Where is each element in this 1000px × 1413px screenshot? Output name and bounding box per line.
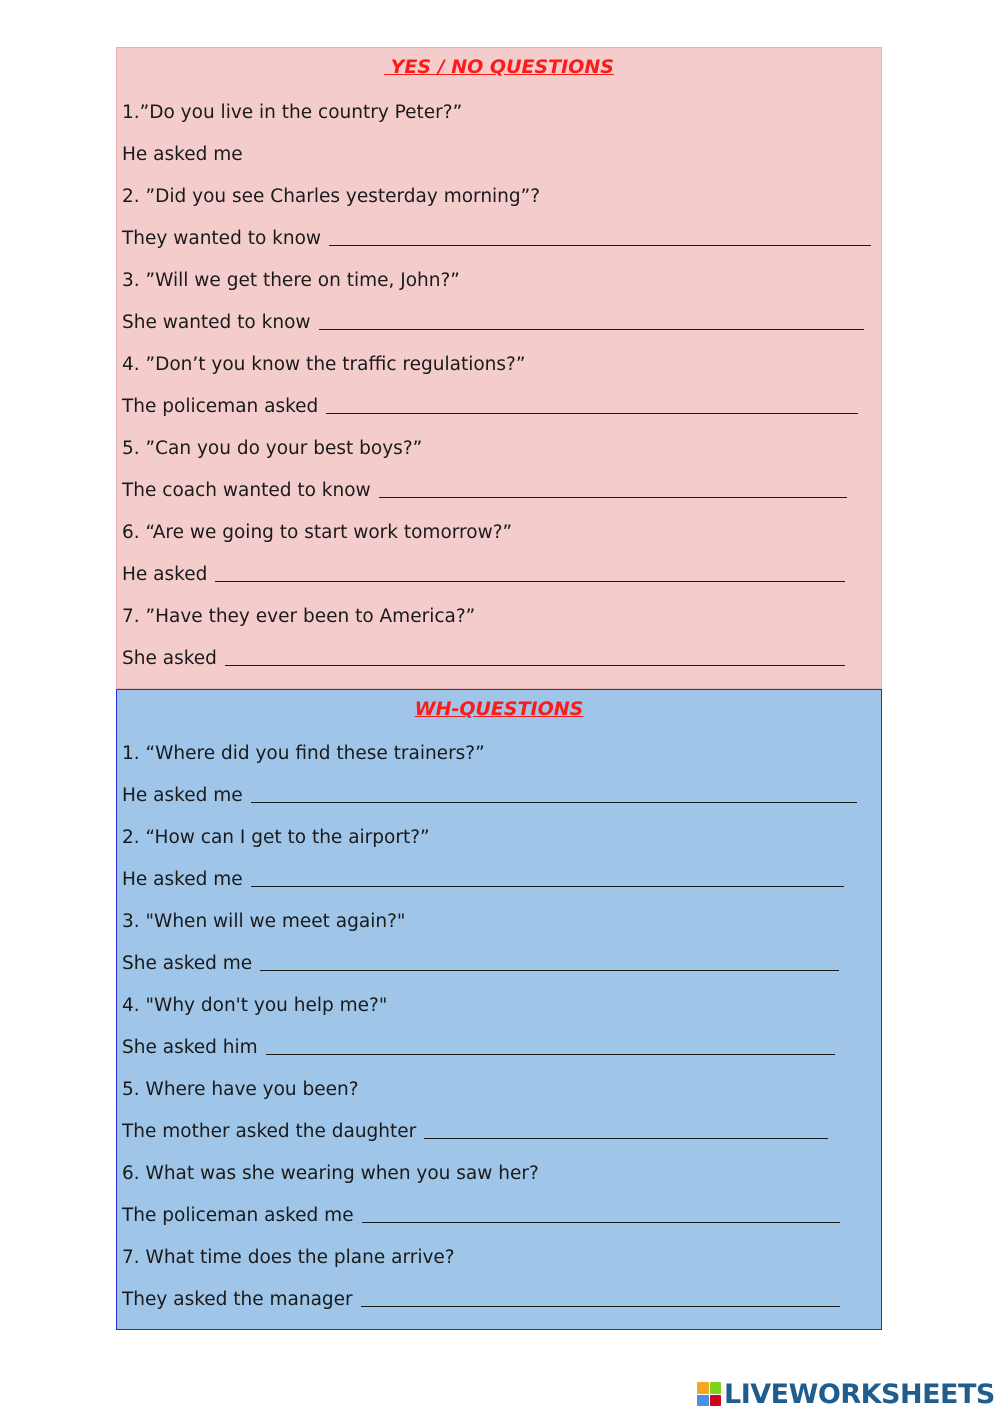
answer-item: The mother asked the daughter bbox=[122, 1114, 828, 1142]
question-item: 7. What time does the plane arrive? bbox=[122, 1247, 455, 1268]
question-item: 2. ”Did you see Charles yesterday morning”? bbox=[122, 186, 541, 207]
answer-blank[interactable] bbox=[251, 886, 844, 887]
answer-blank[interactable] bbox=[319, 329, 864, 330]
question-item: 1. “Where did you find these trainers?” bbox=[122, 743, 485, 764]
answer-item: She asked him bbox=[122, 1030, 835, 1058]
answer-item: She asked bbox=[122, 641, 845, 669]
brand-name: LIVEWORKSHEETS bbox=[724, 1378, 995, 1410]
question-item: 6. “Are we going to start work tomorrow?” bbox=[122, 522, 513, 543]
answer-blank[interactable] bbox=[361, 1306, 840, 1307]
answer-item: She wanted to know bbox=[122, 305, 864, 333]
question-item: 6. What was she wearing when you saw her? bbox=[122, 1163, 539, 1184]
answer-item: He asked me bbox=[122, 778, 857, 806]
answer-blank[interactable] bbox=[215, 581, 845, 582]
question-item: 5. ”Can you do your best boys?” bbox=[122, 438, 423, 459]
answer-item: The policeman asked bbox=[122, 389, 858, 417]
answer-item: He asked me bbox=[122, 862, 844, 890]
question-item: 3. ”Will we get there on time, John?” bbox=[122, 270, 460, 291]
answer-item: She asked me bbox=[122, 946, 839, 974]
answer-item: He asked bbox=[122, 557, 845, 585]
answer-blank[interactable] bbox=[260, 970, 839, 971]
answer-item: The coach wanted to know bbox=[122, 473, 847, 501]
liveworksheets-brand bbox=[697, 1378, 995, 1410]
question-item: 5. Where have you been? bbox=[122, 1079, 359, 1100]
question-item: 4. "Why don't you help me?" bbox=[122, 995, 388, 1016]
wh-questions-section bbox=[116, 689, 882, 1330]
answer-blank[interactable] bbox=[329, 245, 871, 246]
answer-item: They asked the manager bbox=[122, 1282, 840, 1310]
answer-item: They wanted to know bbox=[122, 221, 871, 249]
answer-blank[interactable] bbox=[362, 1222, 840, 1223]
answer-blank[interactable] bbox=[379, 497, 847, 498]
question-item: 2. “How can I get to the airport?” bbox=[122, 827, 430, 848]
answer-blank[interactable] bbox=[424, 1138, 828, 1139]
section-title: WH-QUESTIONS bbox=[414, 698, 584, 720]
question-item: 3. "When will we meet again?" bbox=[122, 911, 406, 932]
liveworksheets-logo-icon bbox=[697, 1382, 721, 1406]
answer-item: He asked me bbox=[122, 144, 243, 165]
answer-blank[interactable] bbox=[251, 802, 857, 803]
answer-blank[interactable] bbox=[266, 1054, 835, 1055]
yes-no-section bbox=[116, 47, 882, 689]
question-item: 7. ”Have they ever been to America?” bbox=[122, 606, 476, 627]
question-item: 4. ”Don’t you know the traffic regulations?” bbox=[122, 354, 526, 375]
answer-item: The policeman asked me bbox=[122, 1198, 840, 1226]
answer-blank[interactable] bbox=[326, 413, 858, 414]
question-item: 1.”Do you live in the country Peter?” bbox=[122, 102, 463, 123]
answer-blank[interactable] bbox=[225, 665, 845, 666]
section-title: YES / NO QUESTIONS bbox=[384, 56, 614, 78]
